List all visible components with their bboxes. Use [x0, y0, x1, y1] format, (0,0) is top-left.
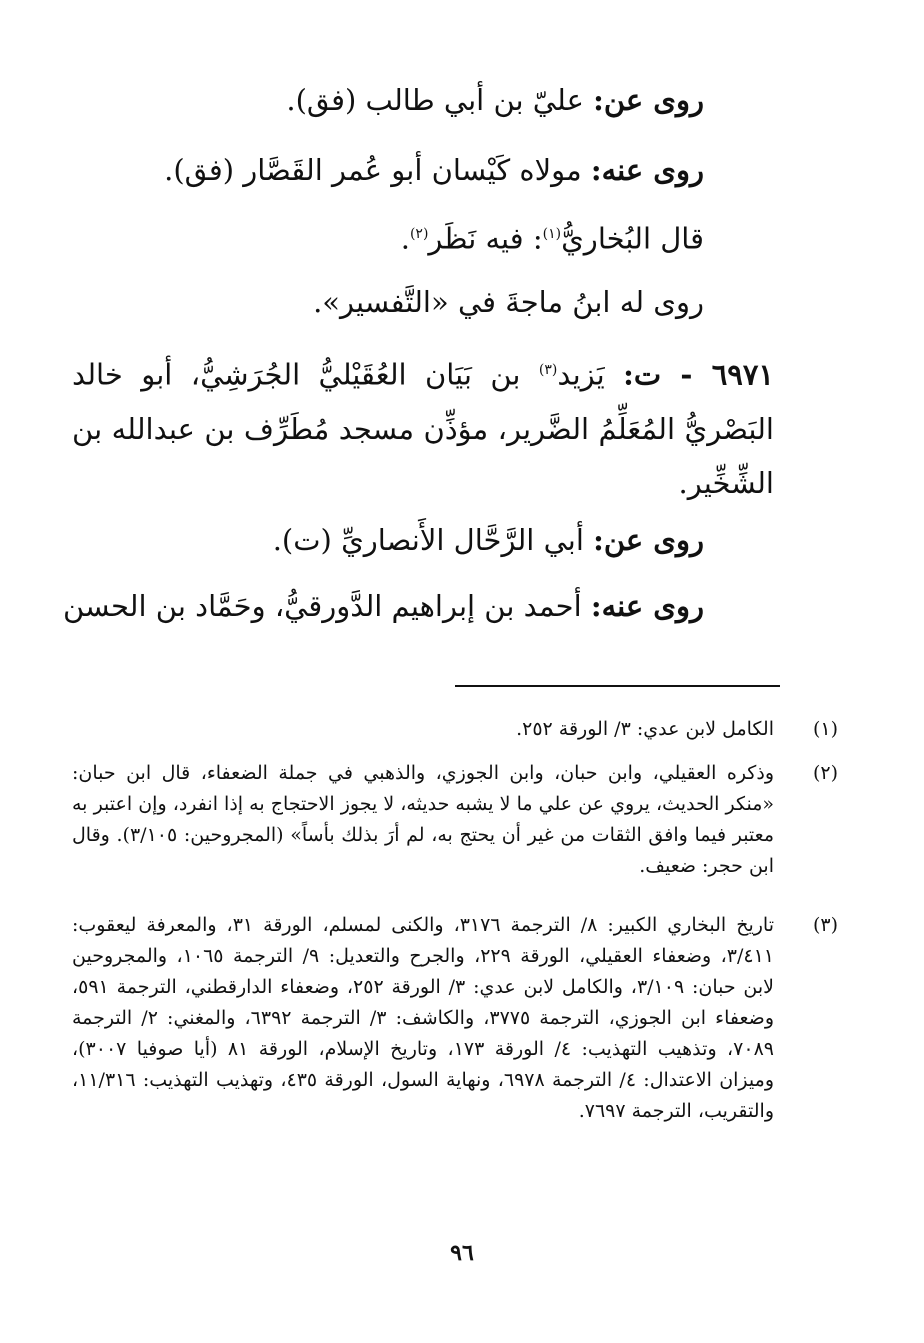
footnote-2 — [72, 758, 838, 882]
footnote-ref-1: (١) — [542, 226, 562, 242]
narrated-by-line-2 — [63, 584, 704, 628]
footnote-mark-3: (٣) — [812, 914, 838, 936]
footnote-text-1: الكامل لابن عدي: ٣/ الورقة ٢٥٢. — [516, 718, 774, 740]
footnote-text-3: تاريخ البخاري الكبير: ٨/ الترجمة ٣١٧٦، والكنى لمسلم، الورقة ٣١، والمعرفة ليعقوب: ٣/٤١١، وضعفاء العقيلي، الورقة ٢٢٩، والجرح والتعديل: ٩/ الترجمة ١٠٦٥، والمجروحين لابن حبان: ٣/١٠٩، والكامل لابن عدي: ٣/ الورقة ٢٥٢، وضعفاء الدارقطني، الترجمة ٥٩١، وضعفاء ابن الجوزي، الترجمة ٣٧٧٥، والكاشف: ٣/ الترجمة ٦٣٩٢، والمغني: ٢/ الترجمة ٧٠٨٩، وتذهيب التهذيب: ٤/ الورقة ١٧٣، وتاريخ الإسلام، الورقة ٨١ (أيا صوفيا ٣٠٠٧)، وميزان الاعتدال: ٤/ الترجمة ٦٩٧٨، ونهاية السول، الورقة ٤٣٥، وتهذيب التهذيب: ١١/٣١٦، والتقريب، الترجمة ٧٦٩٧. — [72, 914, 775, 1122]
ibn-majah-line: روى له ابنُ ماجةَ في «التَّفسير». — [313, 285, 704, 319]
narrated-from-line — [286, 78, 704, 122]
bukhari-text-a: قال البُخاريُّ — [561, 221, 704, 256]
bukhari-text-c: . — [400, 221, 410, 256]
narrated-by-label: روى عنه: — [590, 153, 704, 187]
biography-entry — [72, 343, 774, 510]
narrated-by-text: مولاه كَيْسان أبو عُمر القَصَّار (فق). — [164, 153, 582, 187]
entry-text: بن بَيَان العُقَيْليُّ الجُرَشِيُّ، أبو خالد البَصْريُّ المُعَلِّمُ الضَّرير، مؤذِّن مسجد مُطَرِّف بن عبدالله بن الشِّخِّير. — [72, 357, 774, 500]
footnote-ref-3: (٣) — [538, 362, 558, 378]
entry-name: يَزيد — [557, 357, 605, 392]
narrated-from-text-2: أبي الرَّحَّال الأَنصاريِّ (ت). — [272, 523, 584, 557]
footnote-mark-2: (٢) — [812, 762, 838, 784]
narrated-from-label-2: روى عن: — [593, 523, 704, 557]
bukhari-text-b: : فيه نَظَر — [428, 221, 543, 256]
narrated-from-label: روى عن: — [593, 83, 704, 117]
footnote-text-2: وذكره العقيلي، وابن حبان، وابن الجوزي، والذهبي في جملة الضعفاء، قال ابن حبان: «منكر الحديث، يروي عن علي ما لا يشبه حديثه، لا يجوز الاحتجاج به إذا انفرد، وإن اعتبر به معتبر فيما وافق الثقات من غير أن يحتج به، لم أرَ بذلك بأساً» (المجروحين: ٣/١٠٥). وقال ابن حجر: ضعيف. — [72, 762, 775, 877]
footnote-3 — [72, 910, 838, 1127]
narrated-from-line-2 — [273, 518, 704, 562]
page-number: ٩٦ — [450, 1240, 474, 1266]
footnote-separator — [455, 685, 780, 687]
narrated-by-label-2: روى عنه: — [590, 589, 704, 623]
footnote-ref-2: (٢) — [409, 226, 429, 242]
narrated-from-text: عليّ بن أبي طالب (فق). — [286, 83, 584, 117]
narrated-by-text-2: أحمد بن إبراهيم الدَّورقيُّ، وحَمَّاد بن الحسن — [63, 589, 582, 623]
bukhari-statement — [401, 212, 704, 261]
entry-number: ٦٩٧١ - ت: — [623, 357, 775, 392]
footnote-1 — [72, 714, 838, 745]
narrated-by-line — [164, 148, 704, 192]
footnote-mark-1: (١) — [812, 718, 838, 740]
